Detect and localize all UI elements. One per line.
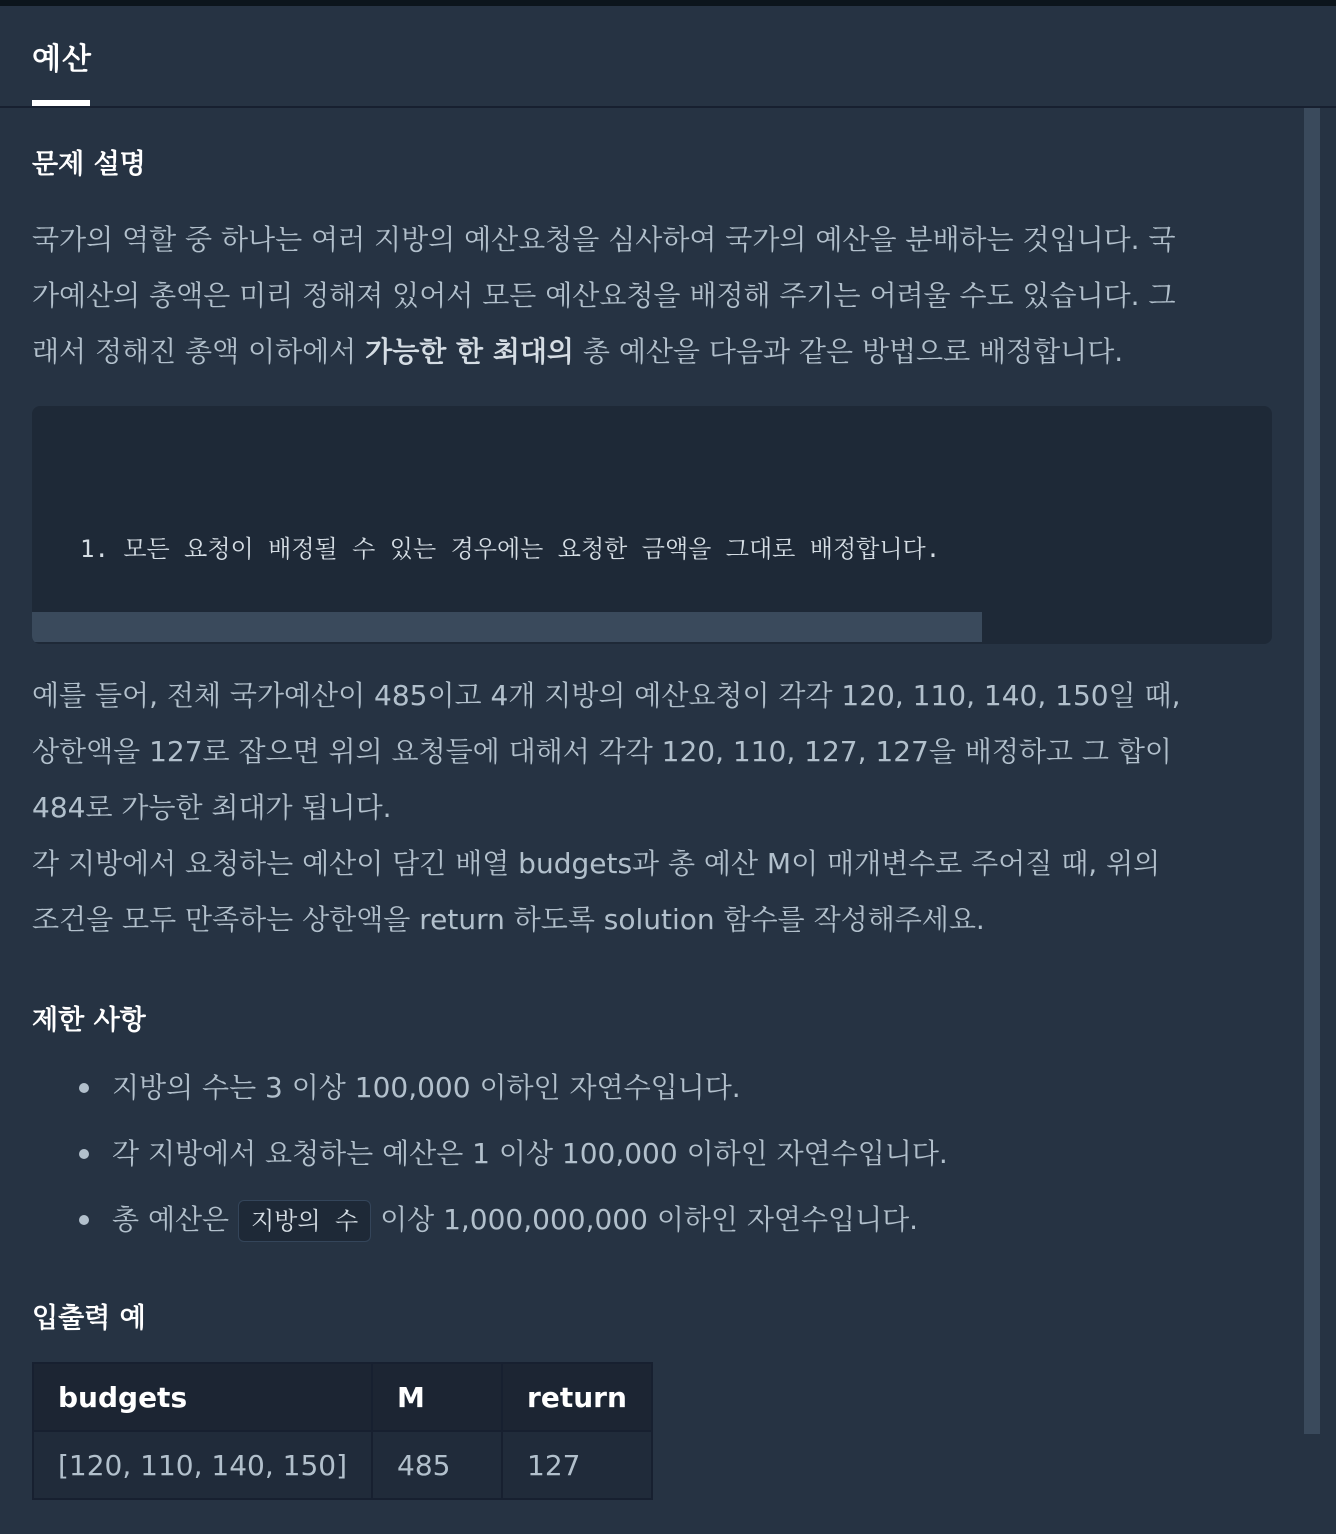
table-row xyxy=(33,1431,652,1499)
intro-emphasis: 가능한 한 최대의 xyxy=(365,335,574,368)
code-block xyxy=(32,406,1272,644)
description-title: 문제 설명 xyxy=(32,149,146,180)
example-line-3: 484로 가능한 최대가 됩니다. xyxy=(32,791,392,824)
tab-bar xyxy=(0,6,1336,108)
example-line-4: 각 지방에서 요청하는 예산이 담긴 배열 budgets과 총 예산 M이 매개변수로 주어질 때, 위의 xyxy=(32,847,1161,880)
example-line-2: 상한액을 127로 잡으면 위의 요청들에 대해서 각각 120, 110, 127, 127을 배정하고 그 합이 xyxy=(32,735,1172,768)
io-example-table xyxy=(32,1362,653,1500)
vertical-scrollbar[interactable] xyxy=(1304,108,1320,1434)
cell-m: 485 xyxy=(372,1431,502,1499)
constraints-title: 제한 사항 xyxy=(32,1005,146,1036)
inline-code: 지방의 수 xyxy=(238,1200,371,1242)
intro-line-1: 국가의 역할 중 하나는 여러 지방의 예산요청을 심사하여 국가의 예산을 분배하는 것입니다. 국 xyxy=(32,223,1176,256)
code-line-1: 1. 모든 요청이 배정될 수 있는 경우에는 요청한 금액을 그대로 배정합니다. xyxy=(80,535,941,563)
table-header-row xyxy=(33,1363,652,1431)
bullet-dot-icon xyxy=(79,1149,89,1159)
example-line-5: 조건을 모두 만족하는 상한액을 return 하도록 solution 함수를 작성해주세요. xyxy=(32,903,985,936)
intro-line-3-post: 총 예산을 다음과 같은 방법으로 배정합니다. xyxy=(573,335,1124,368)
intro-line-3-pre: 래서 정해진 총액 이하에서 xyxy=(32,335,366,368)
bullet-dot-icon xyxy=(79,1083,89,1093)
io-title: 입출력 예 xyxy=(32,1303,146,1334)
example-line-1: 예를 들어, 전체 국가예산이 485이고 4개 지방의 예산요청이 각각 120, 110, 140, 150일 때, xyxy=(32,679,1181,712)
example-paragraph xyxy=(32,668,1282,948)
intro-line-2: 가예산의 총액은 미리 정해져 있어서 모든 예산요청을 배정해 주기는 어려울 수도 있습니다. 그 xyxy=(32,279,1176,312)
intro-paragraph xyxy=(32,212,1282,380)
column-header-m: M xyxy=(372,1363,502,1431)
code-horizontal-scrollbar[interactable] xyxy=(32,612,982,642)
column-header-budgets: budgets xyxy=(33,1363,372,1431)
tab-budget[interactable]: 예산 xyxy=(32,42,92,77)
intro-line-3 xyxy=(32,324,1282,380)
cell-return: 127 xyxy=(502,1431,652,1499)
cell-budgets: [120, 110, 140, 150] xyxy=(33,1431,372,1499)
bullet-dot-icon xyxy=(79,1215,89,1225)
active-tab-indicator xyxy=(32,100,90,106)
column-header-return: return xyxy=(502,1363,652,1431)
